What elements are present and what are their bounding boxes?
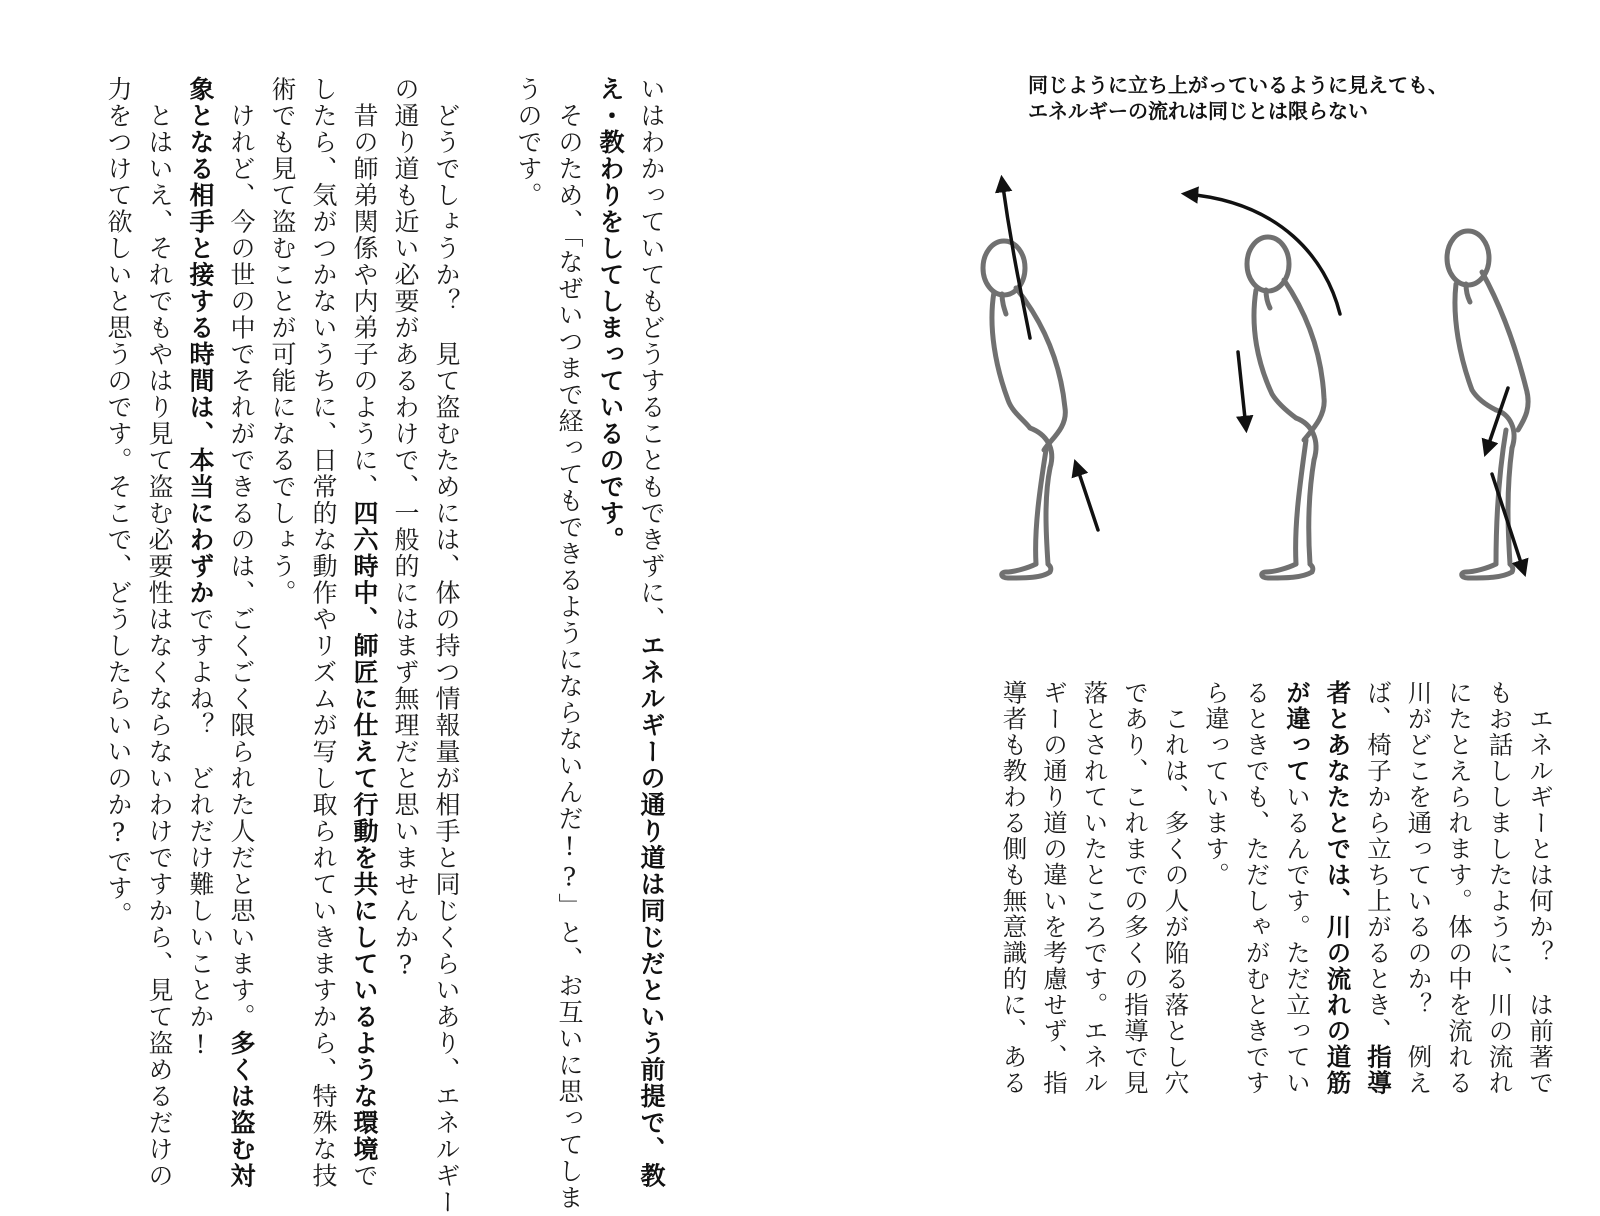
text-run: にたとえられます。体の中を流れる: [1445, 680, 1474, 1096]
text-line: [1358, 680, 1399, 1096]
figure-caption: [1028, 72, 1448, 124]
text-line: [303, 76, 344, 1189]
bold-text-run: 多くは盗む対: [227, 1030, 256, 1189]
left-body-text: [98, 76, 672, 1216]
figure-2-shin-back: [1296, 440, 1306, 564]
text-run: るときでも、ただしゃがむときです: [1242, 680, 1272, 1096]
bold-text-run: 指導: [1364, 1044, 1393, 1096]
figure-2-front: [1254, 290, 1296, 418]
figure-3-front: [1455, 284, 1496, 410]
text-run: 川がどこを通っているのか？ 例え: [1404, 680, 1434, 1096]
text-run: そのため、「なぜいつまで経ってもできるようにならないんだ!?」と、お互いに思ってしま: [555, 76, 584, 1211]
text-run: ギーの通り道の違いを考慮せず、指: [1040, 680, 1069, 1096]
text-run: ら違っています。: [1202, 680, 1231, 888]
figure-caption-line-1: 同じように立ち上がっているように見えても、: [1028, 73, 1448, 97]
text-line: [590, 76, 631, 1036]
figure-caption-line-2: エネルギーの流れは同じとは限らない: [1028, 99, 1368, 123]
text-run: これは、多くの人が陥る落とし穴: [1161, 680, 1191, 1096]
text-line: [467, 76, 508, 1036]
text-run: 術でも見て盗むことが可能になるでしょう。: [268, 76, 297, 606]
text-line: [98, 76, 139, 1036]
text-line: [344, 76, 385, 1189]
figure-2-foot: [1262, 564, 1313, 578]
text-line: [385, 76, 426, 1036]
text-line: [1034, 680, 1075, 1096]
text-run: で: [350, 1162, 379, 1189]
text-run: であり、これまでの多くの指導で見: [1121, 680, 1150, 1096]
figure-1: [983, 241, 1065, 578]
text-line: [993, 680, 1034, 1096]
text-line: [631, 76, 672, 1189]
text-line: [1155, 680, 1196, 1096]
right-page: [800, 0, 1600, 1096]
text-line: [549, 76, 590, 1211]
standing-up-illustration: [950, 168, 1600, 608]
figure-3-foot: [1462, 564, 1513, 578]
text-run: したら、気がつかないうちに、日常的な動作やリズムが写し取られていきますから、特殊な技: [309, 76, 338, 1189]
text-run: ば、椅子から立ち上がるとき、: [1364, 680, 1393, 1044]
arrow-figure-1-lower-up: [1076, 464, 1098, 530]
figure-1-shin-front: [1046, 468, 1050, 564]
standing-up-figures-svg: [950, 168, 1600, 608]
text-line: [1277, 680, 1318, 1096]
figure-1-thigh: [1030, 428, 1052, 468]
bold-text-run: 者とあなたとでは、川の流れの道筋: [1323, 680, 1353, 1096]
bold-text-run: え・教わりをしてしまっているのです。: [596, 76, 625, 553]
bold-text-run: エネルギーの通り道は同じだという前提で、教: [637, 632, 666, 1189]
text-run: 昔の師弟関係や内弟子のように、: [350, 76, 379, 500]
text-line: [1236, 680, 1277, 1096]
text-run: 導者も教わる側も無意識的に、ある: [999, 680, 1029, 1096]
bold-text-run: 四六時中、師匠に仕えて行動を共にしているような環境: [350, 500, 379, 1163]
text-run: もお話ししましたように、川の流れ: [1485, 680, 1515, 1096]
figure-2-shin-front: [1309, 460, 1314, 564]
text-line: [1479, 680, 1520, 1096]
text-line: [1439, 680, 1480, 1096]
text-run: うのです。: [514, 76, 543, 209]
text-run: 落とされていたところです。エネル: [1080, 680, 1110, 1096]
figure-1-foot: [1002, 564, 1051, 578]
figure-2-head: [1247, 237, 1289, 291]
text-line: [1398, 680, 1439, 1096]
text-run: とはいえ、それでもやはり見て盗む必要性はなくならないわけですから、見て盗めるだけの: [145, 76, 174, 1189]
text-line: [262, 76, 303, 1036]
text-line: [426, 76, 467, 1216]
text-run: ですよね？ どれだけ難しいことか!: [186, 606, 215, 1061]
right-body-text: [993, 680, 1560, 1096]
text-line: [1520, 680, 1561, 1096]
text-line: [1074, 680, 1115, 1096]
text-run: けれど、今の世の中でそれができるのは、ごくごく限られた人だと思います。: [227, 76, 256, 1030]
text-line: [508, 76, 549, 1036]
text-run: の通り道も近い必要があるわけで、一般的にはまず無理だと思いませんか?: [391, 76, 420, 981]
text-line: [221, 76, 262, 1189]
text-run: 力をつけて欲しいと思うのです。そこで、どうしたらいいのか?です。: [104, 76, 133, 928]
bold-text-run: 象となる相手と接する時間は、本当にわずか: [186, 76, 215, 606]
text-line: [1196, 680, 1237, 1040]
text-line: [180, 76, 221, 1061]
figure-2: [1247, 237, 1324, 578]
text-run: エネルギーとは何か？ は前著で: [1526, 680, 1555, 1096]
figure-3: [1447, 231, 1528, 578]
text-line: [1115, 680, 1156, 1096]
text-run: いるんです。ただ立ってい: [1283, 784, 1312, 1096]
text-run: いはわかっていてもどうすることもできずに、: [637, 76, 666, 633]
text-line: [1317, 680, 1358, 1096]
arrow-figure-2-down: [1238, 352, 1246, 428]
bold-text-run: が違って: [1283, 680, 1312, 784]
figure-3-shin-front: [1508, 448, 1512, 564]
text-line: [139, 76, 180, 1189]
text-run: どうでしょうか？ 見て盗むためには、体の持つ情報量が相手と同じくらいあり、エネルギー: [432, 76, 461, 1216]
arrow-figure-2-back-curve: [1186, 194, 1340, 314]
